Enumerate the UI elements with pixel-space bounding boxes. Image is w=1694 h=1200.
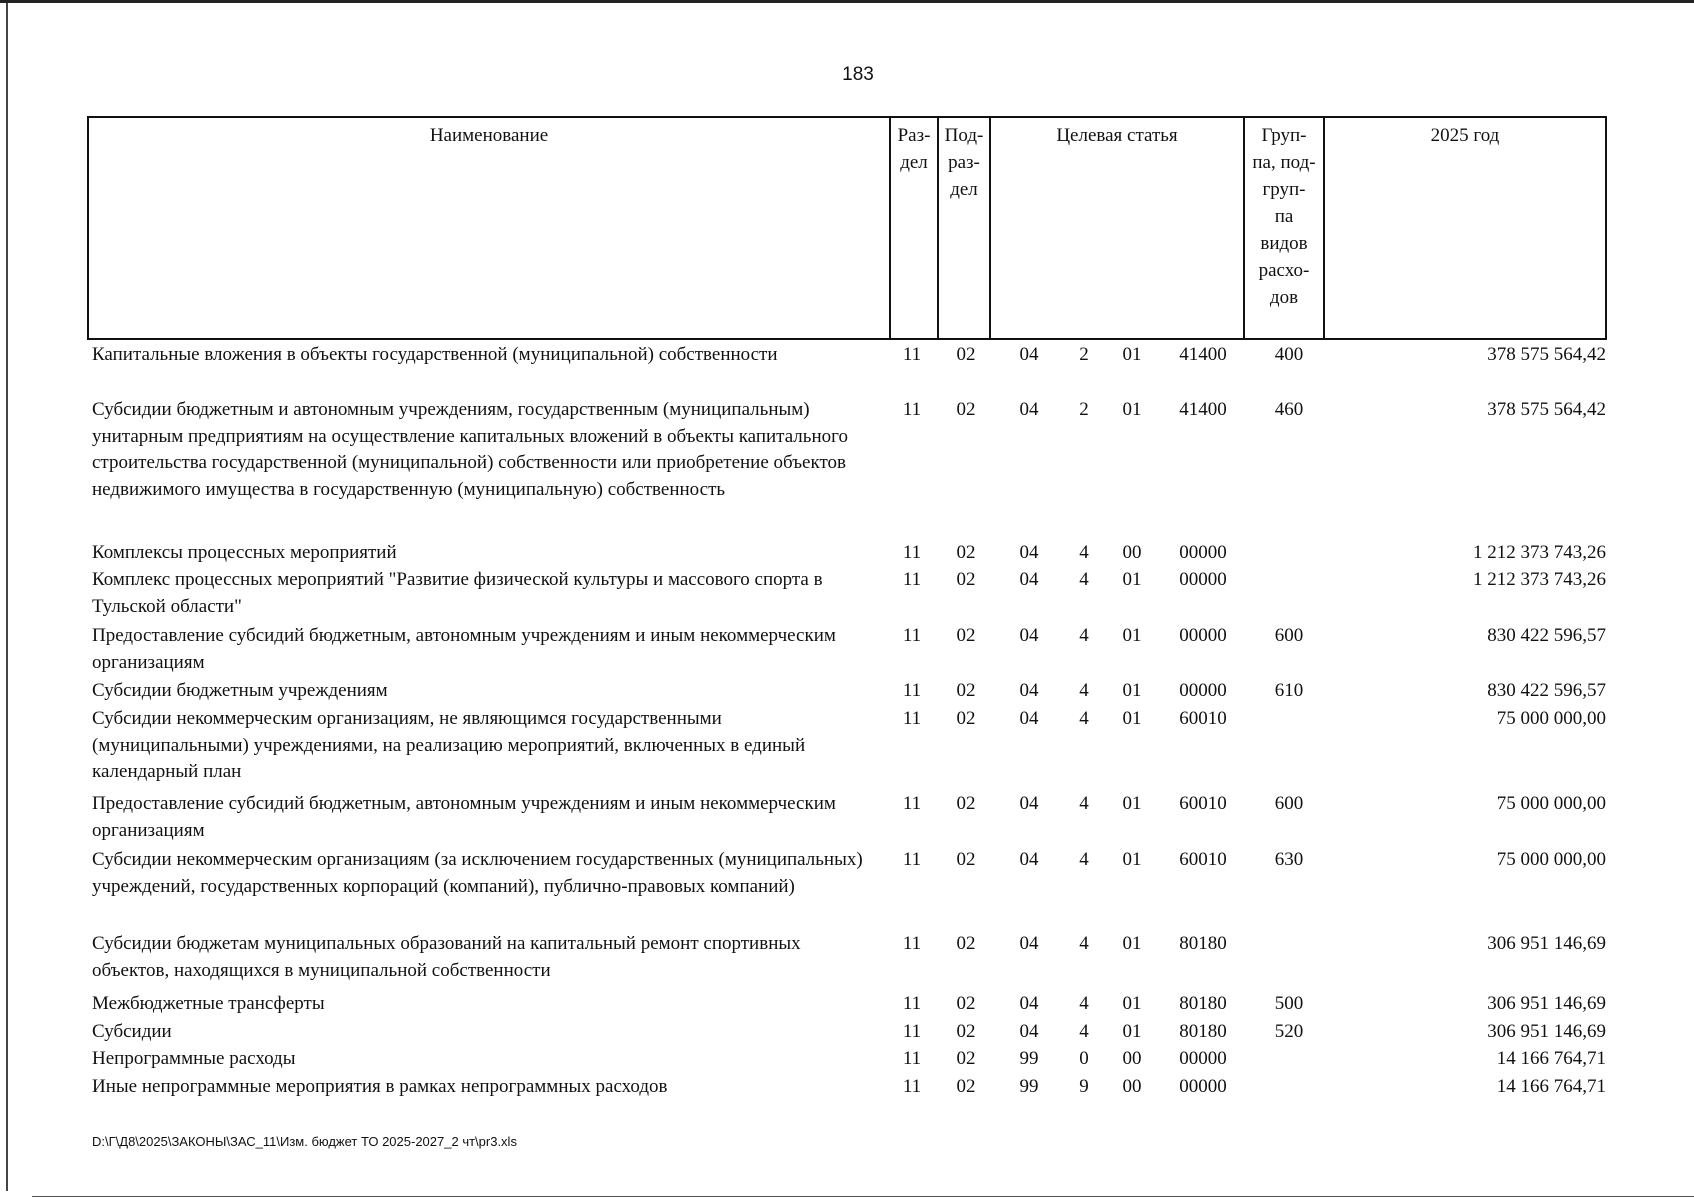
cell-s4: 41400	[1179, 399, 1227, 420]
footer-file-path: D:\Г\Д8\2025\ЗАКОНЫ\ЗАС_11\Изм. бюджет ТО 2025-2027_2 чт\pr3.xls	[92, 1134, 517, 1149]
cell-amount: 14 166 764,71	[1496, 1048, 1606, 1069]
cell-podrazdel: 02	[956, 993, 976, 1014]
scan-edge-left	[6, 3, 8, 1191]
cell-amount: 830 422 596,57	[1487, 625, 1606, 646]
cell-s4: 60010	[1179, 708, 1227, 729]
cell-vr: 500	[1274, 993, 1304, 1014]
header-expense-group: Груп- па, под- груп- па видов расхо- дов	[1245, 118, 1325, 338]
cell-razdel: 11	[902, 344, 922, 365]
cell-s3: 01	[1122, 849, 1142, 870]
cell-razdel: 11	[902, 625, 922, 646]
cell-podrazdel: 02	[956, 933, 976, 954]
cell-name: Межбюджетные трансферты	[92, 993, 325, 1014]
cell-s1: 04	[1019, 399, 1039, 420]
cell-s1: 04	[1019, 1021, 1039, 1042]
cell-s4: 60010	[1179, 793, 1227, 814]
cell-s3: 00	[1122, 1076, 1142, 1097]
cell-s1: 99	[1019, 1048, 1039, 1069]
cell-name: Субсидии бюджетным учреждениям	[92, 680, 388, 701]
cell-podrazdel: 02	[956, 1021, 976, 1042]
cell-s4: 00000	[1179, 542, 1227, 563]
cell-s3: 01	[1122, 625, 1142, 646]
cell-razdel: 11	[902, 399, 922, 420]
cell-s1: 04	[1019, 708, 1039, 729]
cell-s2: 2	[1079, 399, 1089, 420]
cell-razdel: 11	[902, 933, 922, 954]
cell-name: Предоставление субсидий бюджетным, автономным учреждениям и иным некоммерческим организациям	[92, 793, 836, 841]
cell-podrazdel: 02	[956, 542, 976, 563]
cell-name: Комплексы процессных мероприятий	[92, 542, 397, 563]
cell-vr: 520	[1274, 1021, 1304, 1042]
cell-razdel: 11	[902, 542, 922, 563]
cell-amount: 14 166 764,71	[1496, 1076, 1606, 1097]
cell-amount: 1 212 373 743,26	[1473, 569, 1606, 590]
cell-amount: 75 000 000,00	[1496, 708, 1606, 729]
cell-s2: 4	[1079, 933, 1089, 954]
cell-razdel: 11	[902, 1021, 922, 1042]
cell-amount: 306 951 146,69	[1487, 993, 1606, 1014]
cell-podrazdel: 02	[956, 708, 976, 729]
cell-podrazdel: 02	[956, 569, 976, 590]
cell-s4: 41400	[1179, 344, 1227, 365]
cell-s2: 4	[1079, 542, 1089, 563]
cell-razdel: 11	[902, 793, 922, 814]
cell-podrazdel: 02	[956, 849, 976, 870]
cell-amount: 306 951 146,69	[1487, 1021, 1606, 1042]
cell-vr: 400	[1274, 344, 1304, 365]
cell-razdel: 11	[902, 569, 922, 590]
cell-name: Иные непрограммные мероприятия в рамках непрограммных расходов	[92, 1076, 668, 1097]
cell-s1: 04	[1019, 569, 1039, 590]
cell-s2: 4	[1079, 1021, 1089, 1042]
cell-vr: 630	[1274, 849, 1304, 870]
cell-name: Капитальные вложения в объекты государственной (муниципальной) собственности	[92, 344, 778, 365]
header-razdel: Раз- дел	[891, 118, 939, 338]
cell-s3: 01	[1122, 1021, 1142, 1042]
cell-s2: 4	[1079, 625, 1089, 646]
cell-s3: 00	[1122, 1048, 1142, 1069]
cell-s3: 01	[1122, 569, 1142, 590]
cell-s3: 01	[1122, 993, 1142, 1014]
cell-s4: 80180	[1179, 933, 1227, 954]
cell-s3: 01	[1122, 933, 1142, 954]
cell-podrazdel: 02	[956, 793, 976, 814]
cell-s4: 60010	[1179, 849, 1227, 870]
cell-amount: 830 422 596,57	[1487, 680, 1606, 701]
scan-edge-top	[0, 0, 1694, 3]
header-podrazdel: Под- раз- дел	[939, 118, 991, 338]
cell-s2: 4	[1079, 569, 1089, 590]
cell-vr: 460	[1274, 399, 1304, 420]
cell-vr: 610	[1274, 680, 1304, 701]
cell-s4: 00000	[1179, 625, 1227, 646]
cell-razdel: 11	[902, 1048, 922, 1069]
cell-razdel: 11	[902, 993, 922, 1014]
cell-podrazdel: 02	[956, 1048, 976, 1069]
cell-s1: 04	[1019, 344, 1039, 365]
cell-name: Комплекс процессных мероприятий "Развитие физической культуры и массового спорта в Тульской области"	[92, 569, 823, 617]
cell-razdel: 11	[902, 708, 922, 729]
cell-s4: 00000	[1179, 1048, 1227, 1069]
cell-amount: 378 575 564,42	[1487, 399, 1606, 420]
cell-name: Субсидии некоммерческим организациям, не являющимся государственными (муниципальными) учреждениями, на реализацию мероприятий, включенных в единый календарный план	[92, 708, 806, 782]
header-year: 2025 год	[1430, 125, 1500, 146]
cell-s3: 01	[1122, 680, 1142, 701]
cell-s1: 99	[1019, 1076, 1039, 1097]
cell-amount: 75 000 000,00	[1496, 849, 1606, 870]
cell-amount: 378 575 564,42	[1487, 344, 1606, 365]
cell-s1: 04	[1019, 625, 1039, 646]
cell-razdel: 11	[902, 1076, 922, 1097]
cell-vr: 600	[1274, 625, 1304, 646]
cell-razdel: 11	[902, 680, 922, 701]
cell-s4: 80180	[1179, 993, 1227, 1014]
cell-s2: 4	[1079, 793, 1089, 814]
cell-s2: 4	[1079, 680, 1089, 701]
cell-s1: 04	[1019, 793, 1039, 814]
cell-s2: 0	[1079, 1048, 1089, 1069]
cell-name: Субсидии бюджетным и автономным учреждениям, государственным (муниципальным) унитарным предприятиям на осуществление капитальных вложений в объекты капитального строительства государственной (муниципальной) собственности или приобретение объектов недвижимого имущества в государственную (муниципальную) собственность	[92, 399, 848, 500]
cell-s4: 00000	[1179, 680, 1227, 701]
cell-s4: 00000	[1179, 1076, 1227, 1097]
cell-podrazdel: 02	[956, 1076, 976, 1097]
cell-amount: 75 000 000,00	[1496, 793, 1606, 814]
cell-s3: 01	[1122, 708, 1142, 729]
cell-podrazdel: 02	[956, 625, 976, 646]
cell-amount: 1 212 373 743,26	[1473, 542, 1606, 563]
table-header	[87, 116, 1607, 340]
cell-name: Субсидии бюджетам муниципальных образований на капитальный ремонт спортивных объектов, находящихся в муниципальной собственности	[92, 933, 801, 981]
cell-podrazdel: 02	[956, 344, 976, 365]
cell-s1: 04	[1019, 542, 1039, 563]
cell-razdel: 11	[902, 849, 922, 870]
cell-s2: 2	[1079, 344, 1089, 365]
header-name-label: Наименование	[429, 125, 549, 146]
cell-s2: 4	[1079, 708, 1089, 729]
cell-s4: 80180	[1179, 1021, 1227, 1042]
header-target-article: Целевая статья	[991, 118, 1245, 338]
cell-name: Субсидии некоммерческим организациям (за исключением государственных (муниципальных) учреждений, государственных корпораций (компаний), публично-правовых компаний)	[92, 849, 863, 897]
header-name	[89, 118, 891, 338]
cell-s2: 4	[1079, 849, 1089, 870]
cell-s1: 04	[1019, 680, 1039, 701]
cell-s1: 04	[1019, 993, 1039, 1014]
cell-s1: 04	[1019, 849, 1039, 870]
cell-name: Непрограммные расходы	[92, 1048, 296, 1069]
cell-s3: 01	[1122, 793, 1142, 814]
cell-vr: 600	[1274, 793, 1304, 814]
cell-s2: 9	[1079, 1076, 1089, 1097]
cell-s4: 00000	[1179, 569, 1227, 590]
cell-amount: 306 951 146,69	[1487, 933, 1606, 954]
cell-s3: 00	[1122, 542, 1142, 563]
cell-name: Предоставление субсидий бюджетным, автономным учреждениям и иным некоммерческим организациям	[92, 625, 836, 673]
cell-podrazdel: 02	[956, 399, 976, 420]
page-number: 183	[842, 64, 874, 85]
cell-s3: 01	[1122, 399, 1142, 420]
cell-s1: 04	[1019, 933, 1039, 954]
cell-podrazdel: 02	[956, 680, 976, 701]
cell-s3: 01	[1122, 344, 1142, 365]
cell-s2: 4	[1079, 993, 1089, 1014]
cell-name: Субсидии	[92, 1021, 172, 1042]
scan-edge-bottom	[32, 1196, 1694, 1197]
